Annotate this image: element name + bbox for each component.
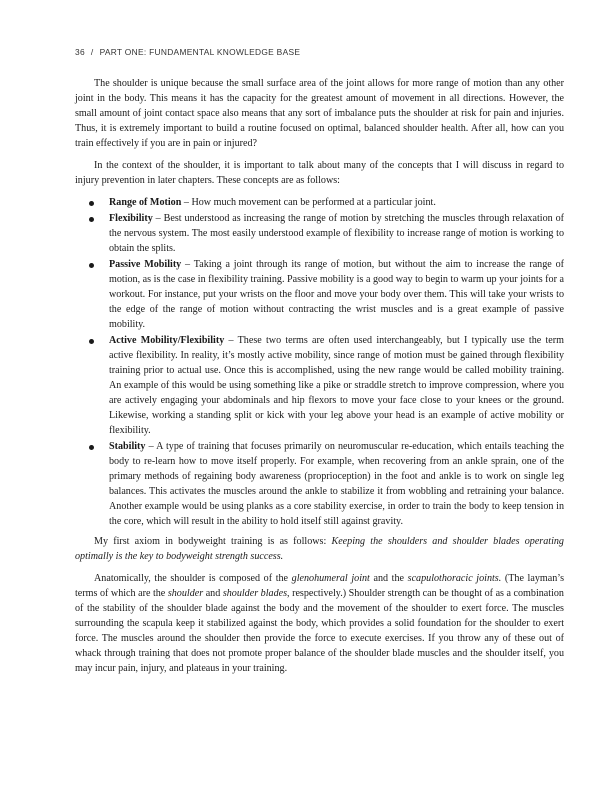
concept-definition: – These two terms are often used interchangeably, but I typically use the term active flexibility. In reality, it’s mostly active mobility, since range of motion must be gained through flexibility training prior to actual use. Once this is accomplished, using the new range would be called mobility training. An example of this would be using something like a pike or straddle stretch to improve compression, where you are actively engaging your abdominals and hip flexors to move your face close to your knees or the ground. Likewise, working a standing split or kick with your leg above your head is an example of active mobility or flexibility. (109, 335, 564, 436)
anatomy-term: scapulothoracic joints. (407, 573, 502, 584)
concept-term: Active Mobility/Flexibility (109, 335, 225, 346)
paragraph-axiom (75, 534, 564, 564)
concept-definition: – How much movement can be performed at a particular joint. (181, 197, 436, 208)
page-number: 36 (75, 47, 85, 57)
bullet-icon (89, 263, 94, 268)
paragraph-concepts-intro: In the context of the shoulder, it is important to talk about many of the concepts that I will discuss in regard to injury prevention in later chapters. These concepts are as follows: (75, 160, 564, 186)
concept-term: Flexibility (109, 213, 153, 224)
anatomy-text: , respectively.) Shoulder strength can be thought of as a combination of the stability of the shoulder blade against the body and the movement of the shoulder to exert force. The muscles surrounding the scapula keep it stabilized against the body, which provides a solid foundation for the shoulder to exert force. The muscles around the shoulder then provide the force to execute exercises. If you throw any of these out of whack through training that does not promote proper balance of the shoulder blade muscles and the shoulder itself, you may incur pain, injury, and plateaus in your training. (75, 588, 564, 674)
section-title: PART ONE: FUNDAMENTAL KNOWLEDGE BASE (99, 47, 301, 57)
header-separator: / (90, 47, 94, 57)
concept-definition: – A type of training that focuses primarily on neuromuscular re-education, which entails teaching the body to re-learn how to move itself properly. For example, when recovering from an ankle sprain, one of the primary methods of regaining body awareness (proprioception) in the foot and ankle is to work on single leg balances. This activates the muscles around the ankle to stabilize it from wobbling and retraining your balance. Another example would be using planks as a core stability exercise, in order to train the body to keep tension in the core, which will result in the ability to hold itself still against gravity. (109, 441, 564, 527)
concept-term: Stability (109, 441, 146, 452)
anatomy-text: and the (369, 573, 408, 584)
anatomy-term: glenohumeral joint (291, 573, 370, 584)
anatomy-text: Anatomically, the shoulder is composed of the (94, 573, 292, 584)
running-head (75, 47, 300, 57)
concept-definition: – Taking a joint through its range of motion, but without the aim to increase the range of motion, as is the case in flexibility training. Passive mobility is a good way to begin to warm up your joints for a workout. For instance, put your wrists on the floor and move your body over them. This will take your wrists to the edge of the range of motion without contracting the wrist muscles and is a great example of passive mobility. (109, 259, 564, 330)
concepts-list (75, 195, 564, 529)
concept-definition: – Best understood as increasing the range of motion by stretching the muscles through relaxation of the nervous system. The most easily understood example of flexibility to increase range of motion is working to obtain the splits. (109, 213, 564, 254)
bullet-icon (89, 217, 94, 222)
list-item (109, 439, 564, 529)
bullet-icon (89, 339, 94, 344)
bullet-icon (89, 201, 94, 206)
anatomy-term: shoulder (167, 588, 204, 599)
paragraph-anatomy (75, 571, 564, 676)
axiom-lead: My first axiom in bodyweight training is as follows: (94, 536, 332, 547)
concept-term: Range of Motion (109, 197, 182, 208)
list-item (109, 257, 564, 332)
paragraph-shoulder-intro: The shoulder is unique because the small surface area of the joint allows for more range of motion than any other joint in the body. This means it has the capacity for the greatest amount of movement in all directions. However, the small amount of joint contact space also means that any sort of imbalance puts the shoulder at risk for pain and injuries. Thus, it is extremely important to build a routine focused on optimal, balanced shoulder health. After all, how can you train effectively if you are in pain or injured? (75, 78, 564, 149)
axiom-statement: Keeping the shoulders and shoulder blades operating optimally is the key to bodyweight strength success. (75, 536, 564, 562)
anatomy-text: and (203, 588, 223, 599)
anatomy-text: (The layman’s terms of which are the (75, 573, 565, 599)
concept-term: Passive Mobility (109, 259, 182, 270)
body-text (75, 76, 564, 683)
list-item (109, 211, 564, 256)
list-item (109, 333, 564, 438)
anatomy-term: shoulder blades (222, 588, 288, 599)
list-item (109, 195, 564, 210)
bullet-icon (89, 445, 94, 450)
